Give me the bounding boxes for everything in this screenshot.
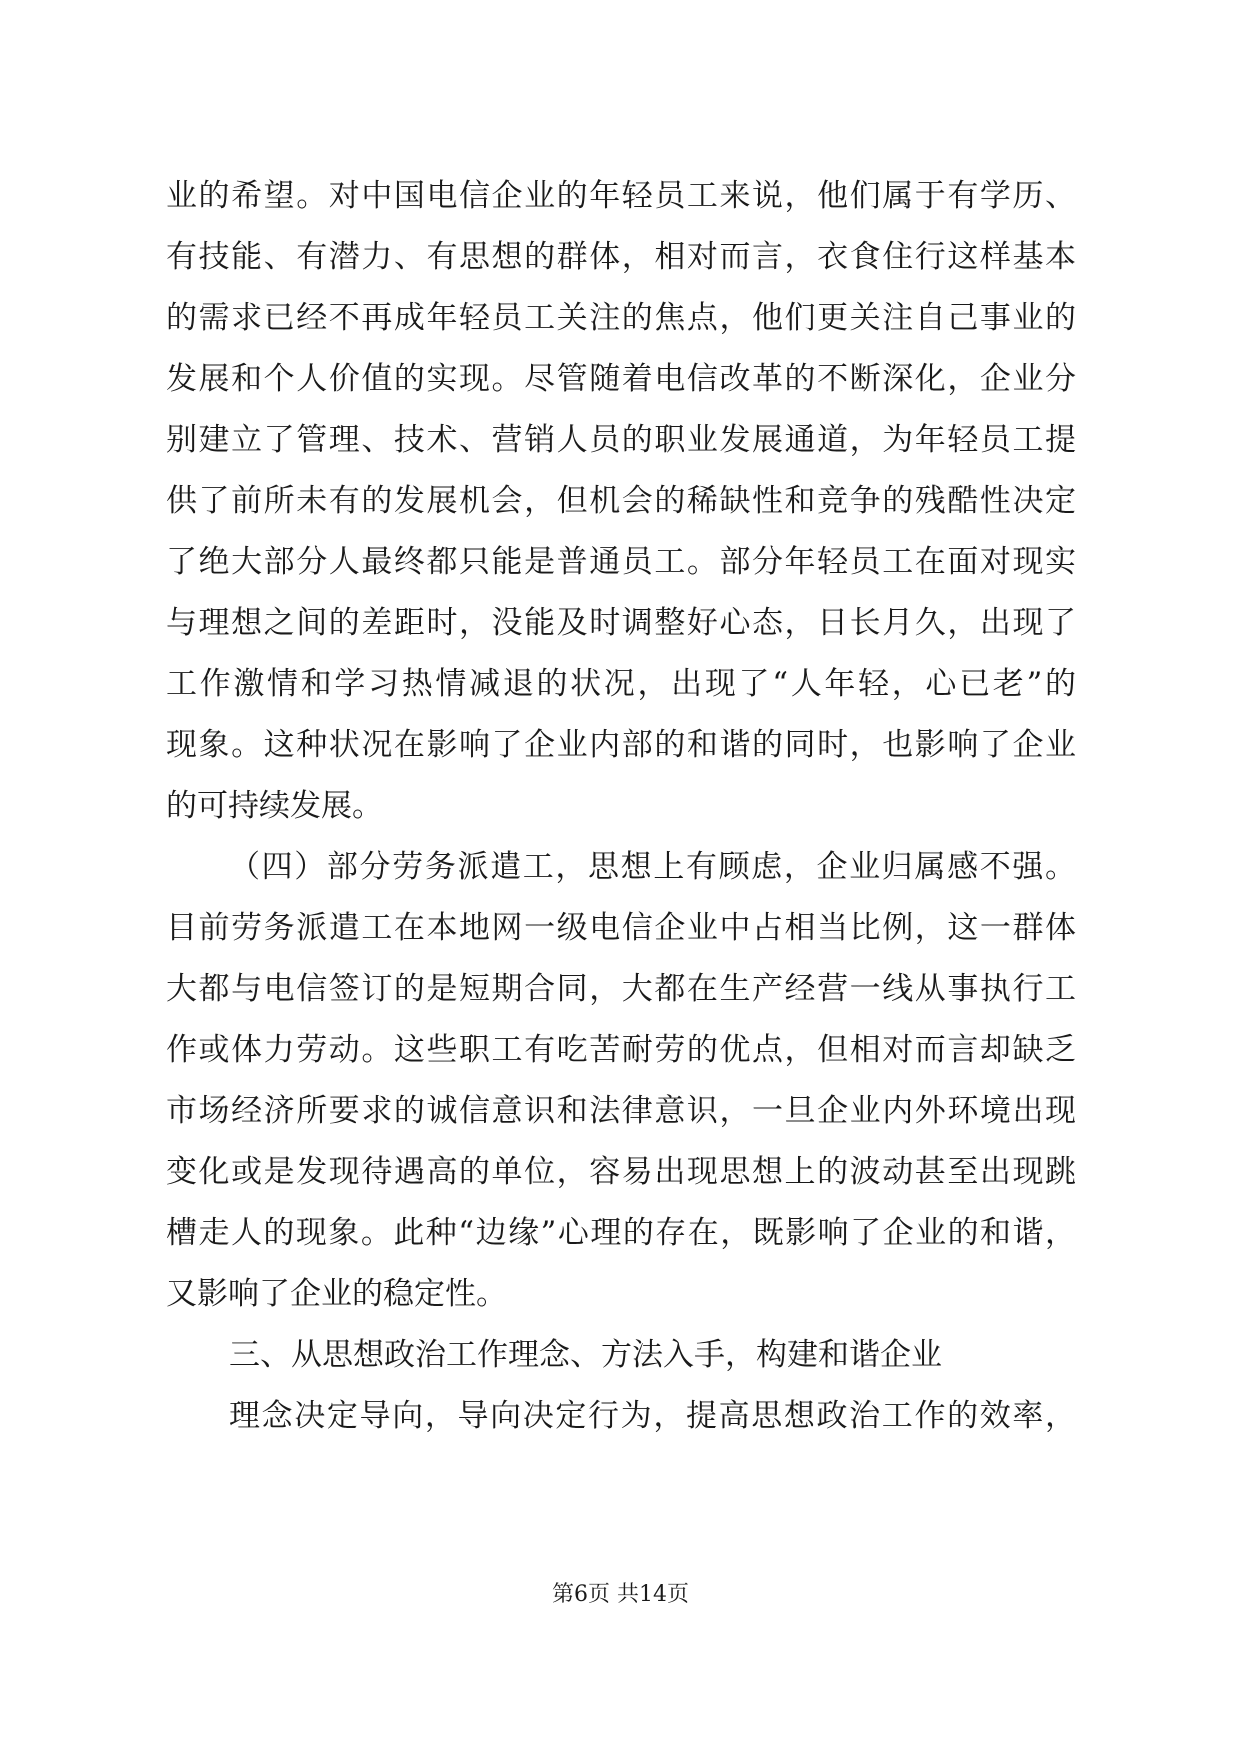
text-line: 别建立了管理、技术、营销人员的职业发展通道，为年轻员工提	[166, 422, 1076, 458]
text-line: 目前劳务派遣工在本地网一级电信企业中占相当比例，这一群体	[166, 910, 1076, 946]
text-line: 又影响了企业的稳定性。	[166, 1276, 507, 1312]
section-heading: 三、从思想政治工作理念、方法入手，构建和谐企业	[229, 1337, 942, 1373]
text-line: 有技能、有潜力、有思想的群体，相对而言，衣食住行这样基本	[166, 239, 1076, 275]
text-line: 现象。这种状况在影响了企业内部的和谐的同时，也影响了企业	[166, 727, 1076, 763]
page-number: 第6页 共14页	[552, 1582, 689, 1607]
text-line: 大都与电信签订的是短期合同，大都在生产经营一线从事执行工	[166, 971, 1076, 1007]
text-line: 供了前所未有的发展机会，但机会的稀缺性和竞争的残酷性决定	[166, 483, 1076, 519]
text-line: 市场经济所要求的诚信意识和法律意识，一旦企业内外环境出现	[166, 1093, 1076, 1129]
text-line: 变化或是发现待遇高的单位，容易出现思想上的波动甚至出现跳	[166, 1154, 1076, 1190]
text-line: 与理想之间的差距时，没能及时调整好心态，日长月久，出现了	[166, 605, 1076, 641]
text-line: 槽走人的现象。此种“边缘”心理的存在，既影响了企业的和谐，	[166, 1215, 1076, 1251]
text-line: 业的希望。对中国电信企业的年轻员工来说，他们属于有学历、	[166, 178, 1076, 214]
text-line: 的需求已经不再成年轻员工关注的焦点，他们更关注自己事业的	[166, 300, 1076, 336]
text-line: 工作激情和学习热情减退的状况，出现了“人年轻，心已老”的	[166, 666, 1076, 702]
text-line: 的可持续发展。	[166, 788, 383, 824]
text-line: 发展和个人价值的实现。尽管随着电信改革的不断深化，企业分	[166, 361, 1076, 397]
section-heading: （四）部分劳务派遣工，思想上有顾虑，企业归属感不强。	[229, 849, 1076, 885]
text-line: 了绝大部分人最终都只能是普通员工。部分年轻员工在面对现实	[166, 544, 1076, 580]
text-line: 理念决定导向，导向决定行为，提高思想政治工作的效率，	[229, 1398, 1076, 1434]
text-line: 作或体力劳动。这些职工有吃苦耐劳的优点，但相对而言却缺乏	[166, 1032, 1076, 1068]
